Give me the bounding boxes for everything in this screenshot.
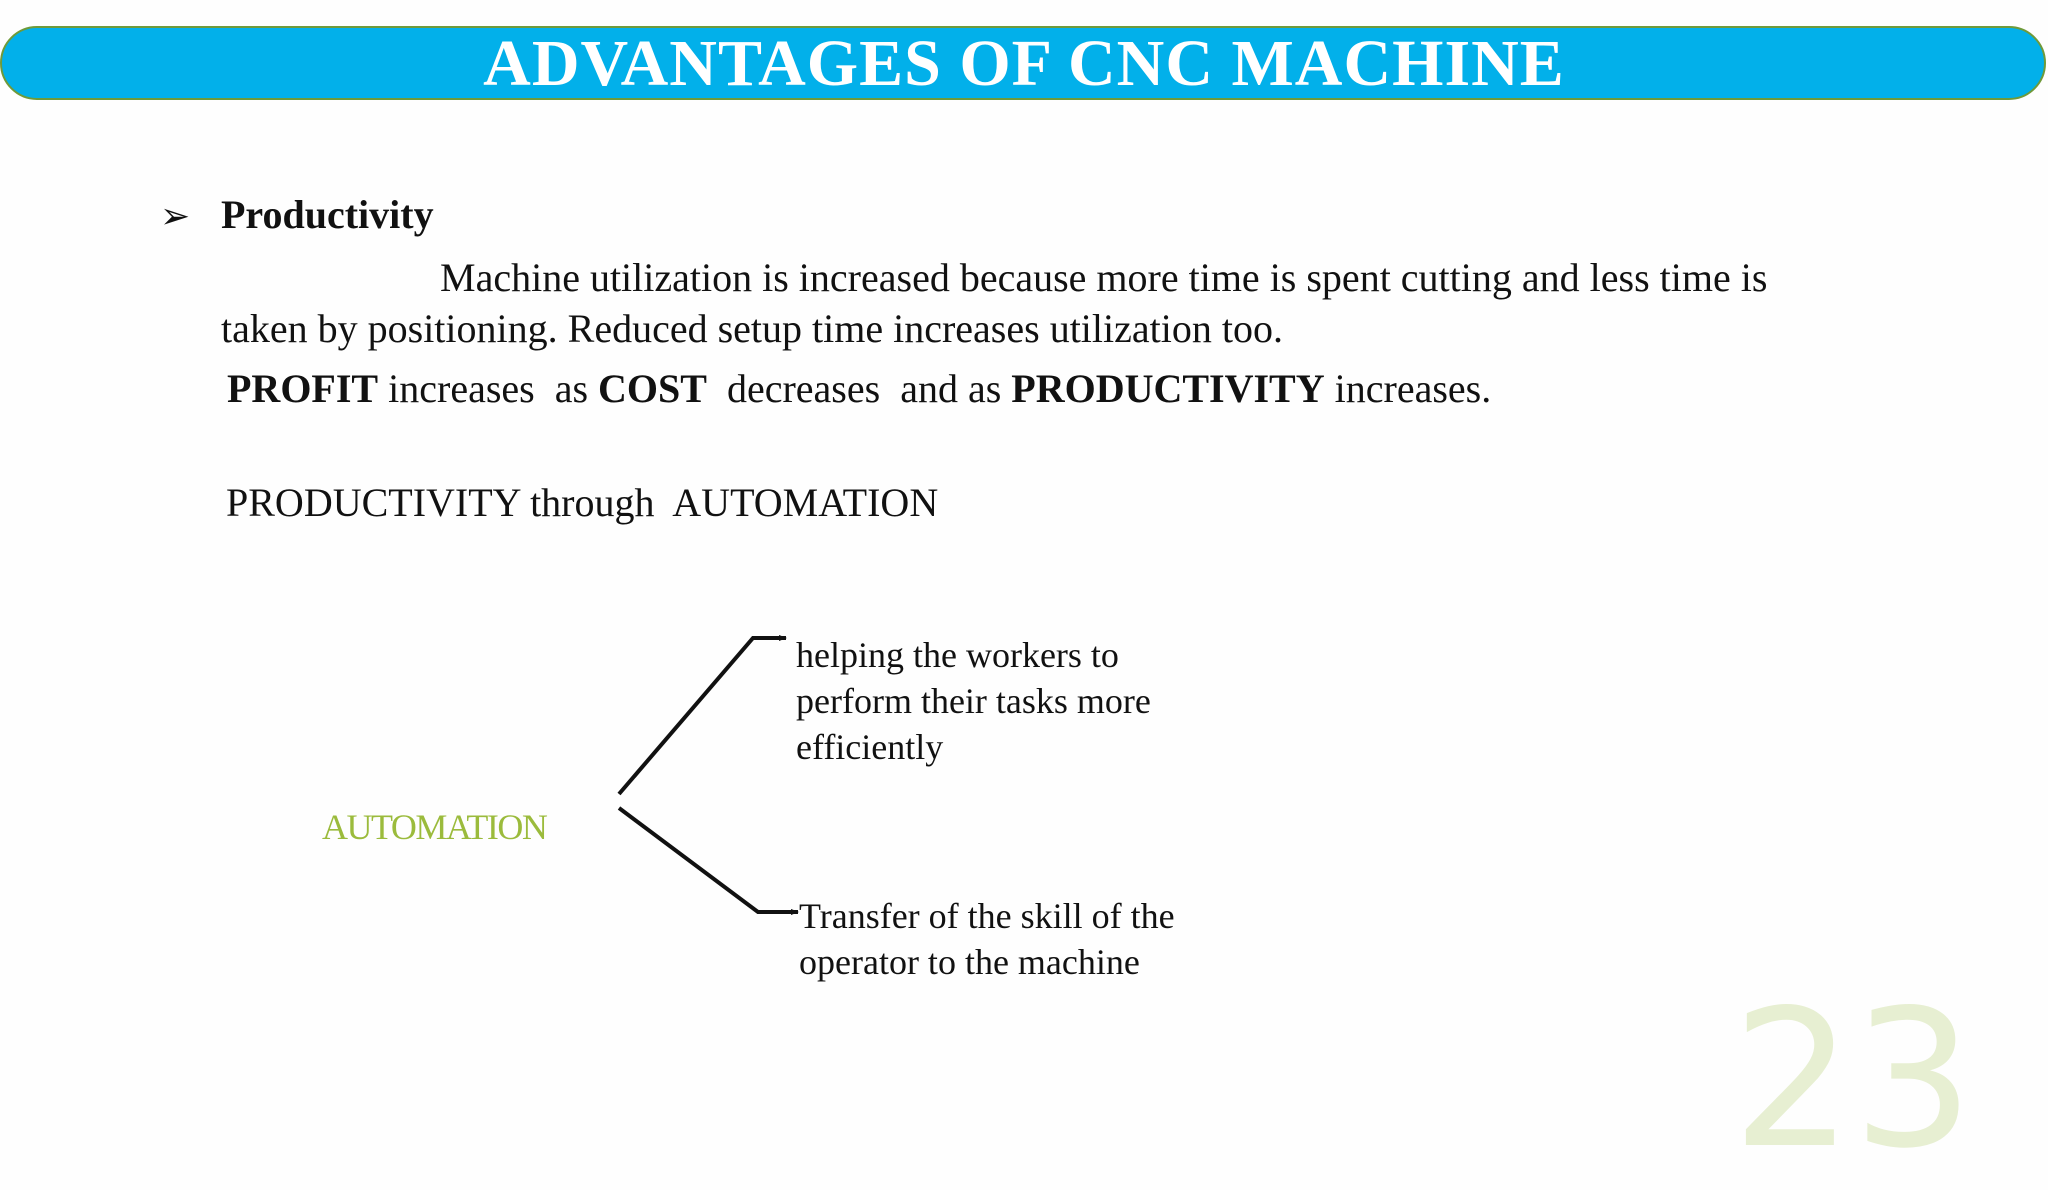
page-number: 23 <box>1732 969 1974 1190</box>
section-heading: Productivity <box>221 192 434 237</box>
automation-root-label: AUTOMATION <box>322 807 547 847</box>
profit-text-3: increases. <box>1324 366 1492 411</box>
branch-top-text: helping the workers to perform their tasks more efficiently <box>796 635 1151 767</box>
paragraph-text: Machine utilization is increased because more time is spent cutting and less time is taken by positioning. Reduced setup time increases utilization too. <box>221 255 1768 351</box>
arrow-bullet-icon: ➢ <box>160 196 191 237</box>
slide-title: ADVANTAGES OF CNC MACHINE <box>483 27 1565 100</box>
productivity-word: PRODUCTIVITY <box>1011 366 1325 411</box>
productivity-through-automation: PRODUCTIVITY through AUTOMATION <box>226 480 939 525</box>
profit-word: PROFIT <box>227 366 379 411</box>
branch-arrow-bottom <box>619 808 798 912</box>
branch-bottom-text: Transfer of the skill of the operator to the machine <box>799 896 1175 982</box>
profit-text-2: decreases and as <box>706 366 1012 411</box>
branch-arrow-top <box>619 638 786 794</box>
cost-word: COST <box>598 366 707 411</box>
profit-text-1: increases as <box>378 366 599 411</box>
